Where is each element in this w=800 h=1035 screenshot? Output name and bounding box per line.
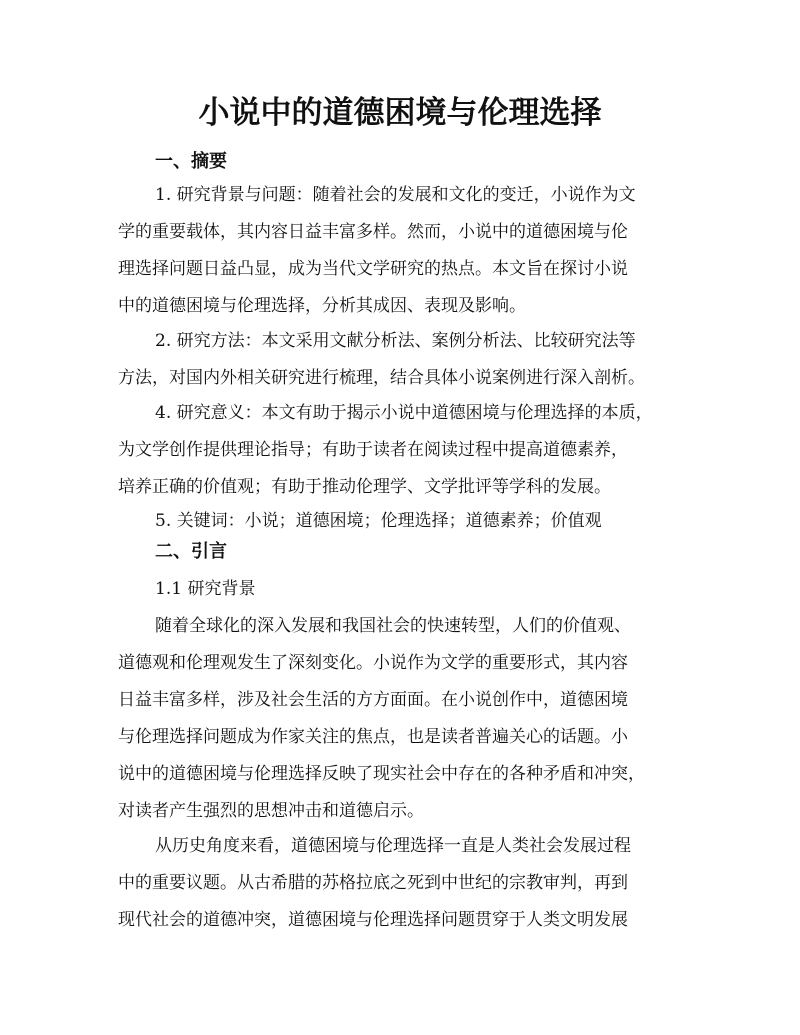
text-line: 随着全球化的深入发展和我国社会的快速转型，人们的价值观、 — [155, 616, 631, 636]
text-line: 说中的道德困境与伦理选择反映了现实社会中存在的各种矛盾和冲突， — [118, 764, 645, 784]
intro-paragraph-2 — [118, 828, 688, 939]
page-title: 小说中的道德困境与伦理选择 — [198, 95, 602, 131]
abstract-item-1 — [118, 177, 688, 325]
text-line: 与伦理选择问题成为作家关注的焦点，也是读者普遍关心的话题。小 — [118, 727, 628, 747]
text-line: 中的重要议题。从古希腊的苏格拉底之死到中世纪的宗教审判，再到 — [118, 873, 628, 893]
text-line: 理选择问题日益凸显，成为当代文学研究的热点。本文旨在探讨小说 — [118, 259, 628, 279]
section-heading-abstract: 一、摘要 — [155, 151, 227, 172]
subsection-heading-background: 1.1 研究背景 — [155, 579, 256, 599]
text-line: 对读者产生强烈的思想冲击和道德启示。 — [118, 801, 424, 821]
text-line: 现代社会的道德冲突，道德困境与伦理选择问题贯穿于人类文明发展 — [118, 910, 628, 930]
text-line: 为文学创作提供理论指导；有助于读者在阅读过程中提高道德素养， — [118, 440, 628, 460]
intro-paragraph-1 — [118, 608, 688, 830]
text-line: 培养正确的价值观；有助于推动伦理学、文学批评等学科的发展。 — [118, 477, 611, 497]
text-line: 4. 研究意义：本文有助于揭示小说中道德困境与伦理选择的本质， — [155, 403, 653, 423]
text-line: 2. 研究方法：本文采用文献分析法、案例分析法、比较研究法等 — [155, 331, 636, 351]
text-line: 5. 关键词：小说；道德困境；伦理选择；道德素养；价值观 — [155, 511, 602, 531]
text-line: 中的道德困境与伦理选择，分析其成因、表现及影响。 — [118, 296, 526, 316]
abstract-item-5 — [118, 503, 688, 540]
section-heading-intro: 二、引言 — [155, 541, 227, 562]
text-line: 从历史角度来看，道德困境与伦理选择一直是人类社会发展过程 — [155, 836, 631, 856]
abstract-item-4 — [118, 395, 688, 506]
text-line: 学的重要载体，其内容日益丰富多样。然而，小说中的道德困境与伦 — [118, 222, 628, 242]
text-line: 方法，对国内外相关研究进行梳理，结合具体小说案例进行深入剖析。 — [118, 368, 645, 388]
text-line: 日益丰富多样，涉及社会生活的方方面面。在小说创作中，道德困境 — [118, 690, 628, 710]
text-line: 1. 研究背景与问题：随着社会的发展和文化的变迁，小说作为文 — [155, 185, 636, 205]
abstract-item-2 — [118, 323, 688, 397]
text-line: 道德观和伦理观发生了深刻变化。小说作为文学的重要形式，其内容 — [118, 653, 628, 673]
